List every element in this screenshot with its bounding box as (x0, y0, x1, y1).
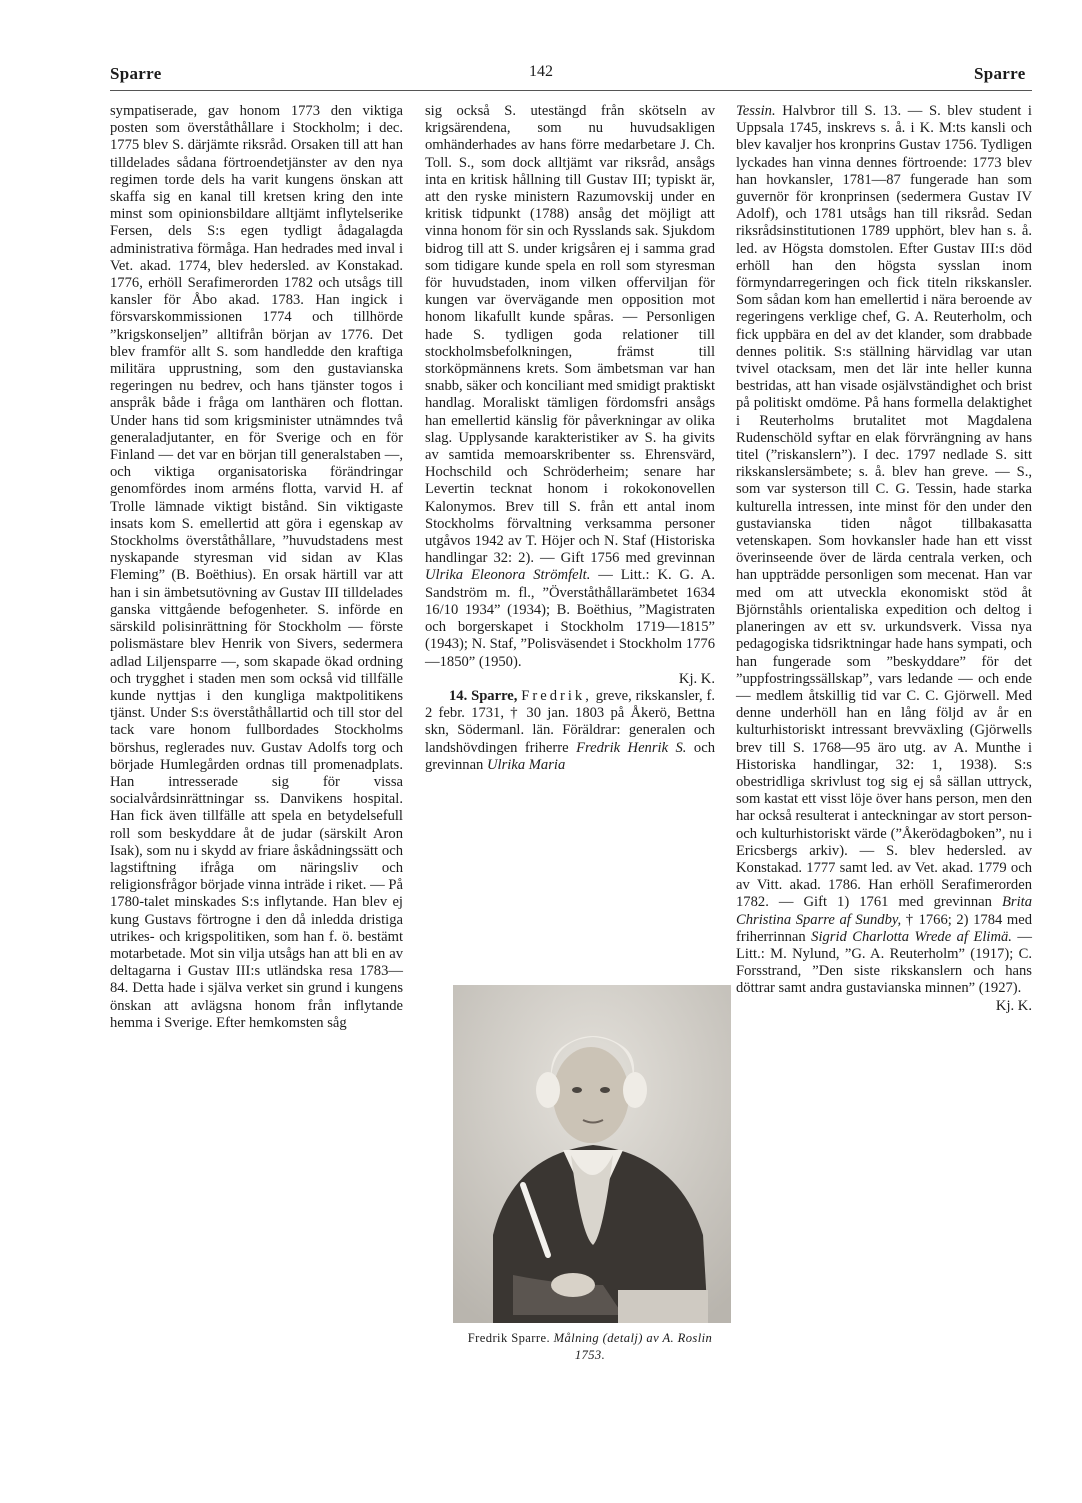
italic-name: Sigrid Charlotta Wrede af Elimä. (811, 928, 1012, 945)
running-head-left: Sparre (110, 64, 162, 83)
entry-given-name: Fredrik, (521, 687, 592, 704)
entry-surname: Sparre, (471, 687, 518, 704)
column-right (736, 103, 1032, 1015)
entry-number: 14. (449, 687, 468, 704)
text-run: † 1766; 2) 1784 med friherrinnan (736, 911, 1032, 945)
column-middle-paragraph (425, 103, 715, 671)
portrait-image (453, 985, 731, 1323)
column-left (110, 103, 403, 1032)
text-run: — Litt.: M. Nylund, ”G. A. Reuterholm” (1917); C. Forsstrand, ”Den siste rikskanslern och hans döttrar samt andra gustavianska minnen” (1927). (736, 928, 1033, 997)
caption-name: Fredrik Sparre. (467, 1331, 551, 1345)
italic-name: Ulrika Maria (487, 756, 566, 773)
author-signature: Kj. K. (995, 997, 1032, 1014)
text-run: och grevinnan (425, 739, 715, 773)
page-number: 142 (529, 63, 553, 80)
header-rule (110, 90, 1032, 91)
text-run: Halvbror till S. 13. — S. blev student i Uppsala 1745, inskrevs s. å. i K. M:ts kansli och blev kavaljer hos kronprins Gustav 1756. Tydligen lyckades han vinna dennes förtroende: 1773 blev han hovkansler, 1781—87 fungerade han som guvernör för kronprinsen (sedermera Gustav IV Adolf), och 1781 utsågs han till riksråd. Sedan riksrådsinstitutionen 1789 upphört, blev han s. å. led. av Högsta domstolen. Efter Gustav III:s död erhöll han den högsta sysslan inom förmyndarregeringen och fick titeln rikskansler. Som sådan kom han emellertid i nära beroende av regeringens verklige chef, G. A. Reuterholm, och fick uppbära en del av det klander, som drabbade dennes politik. S:s ställning härvidlag var utan tvivel otacksam, men det lär inte heller kunna bestridas, att han visade osjälvständighet och brist på politiskt omdöme. På hans formella delaktighet i Reuterholms brutalitet mot Magdalena Rudenschöld syftar en elak förvrängning av hans titel (”riskanslern”). I dec. 1797 nedlade S. sitt rikskanslersämbete; s. å. blev han greve. — S., som var systerson till C. G. Tessin, hade starka kulturella intressen, inte minst för den under den gustavianska tiden något tillbakasatta vetenskapen. Som hovkansler hade han ett visst överinseende över de lärda centrala verken, och han uppträdde personligen som mecenat. Han var med om att utveckla ekonomiskt stöd åt Björnståhls orientaliska expedition och deltog i planeringen av ett sv. urkundsverk. Vissa nya pedagogiska tidsriktningar hade hans sympati, och han fungerade som ”beskyddare” för det ”uppfostringssällskap”, vars ledande — och ende — medlem åtskillig tid var C. C. Gjörwell. Med denne underhöll han en lång följd av år en kulturhistoriskt intressant brevväxling (Gjörwells brev till S. 1768—95 äro utg. av A. Munthe i Historiska handlingar, 32: 1, 1938). S:s obestridliga skrivlust tog sig ej så sällan uttryck, som kastat ett visst löje över hans person, men den har också resulterat i anteckningar av stort person- och kulturhistoriskt värde (”Åkerödagboken”, nu i Ericsbergs arkiv). — S. blev hedersled. av Konstakad. 1777 samt led. av Vet. akad. 1779 och av Vitt. akad. 1786. Han erhöll Serafimerorden 1782. — Gift 1) 1761 med grevinnan (736, 103, 1032, 911)
text-run: sig också S. utestängd från skötseln av krigsärendena, som nu huvudsakligen omhänderhades av hans förre medarbetare J. Ch. Toll. S., som dock alltjämt var riksråd, ansågs inta en kritisk hållning till Gustav III; typiskt är, att den ryske ministern Razumovskij under en kritisk tidpunkt (1788) ansåg det möjligt att vinna honom för sin och Rysslands sak. Sjukdom bidrog till att S. under krigsåren ej i samma grad som tidigare kunde spela en roll som styresman för huvudstaden, inom vilken offerviljan för kungen var övervägande men opposition mot honom likafullt kunde spåras. — Personligen hade S. tydligen goda relationer till stockholmsbefolkningen, främst till storköpmännens krets. Som ämbetsman var han snabb, säker och konciliant med smidigt praktiskt handlag. Moraliskt tämligen fördomsfri ansågs han emellertid känslig för påverkningar av olika slag. Upplysande karakteristiker av S. ha givits av samtida memoarskribenter ss. Ehrensvärd, Hochschild och Schröderheim; senare har Levertin tecknat honom i rokokonovellen Kalonymos. Brev till S. från ett antal inom Stockholms förvaltning verksamma personer utgåvos 1942 av T. Höjer och N. Staf (Historiska handlingar 32: 2). — Gift 1756 med grevinnan (425, 103, 715, 567)
portrait-caption (455, 1330, 725, 1364)
italic-name: Tessin. (736, 103, 776, 119)
entry-paragraph (425, 688, 715, 774)
text-run: — Litt.: K. G. A. Sandström m. fl., ”Överståthållarämbetet 1634 16/10 1934” (1934); B. Boëthius, ”Magistraten och borgerskapet i Stockholm 1719—1815” (1943); N. Staf, ”Polisväsendet i Stockholm 1776—1850” (1950). (425, 567, 715, 670)
caption-credit: Målning (detalj) av A. Roslin 1753. (553, 1331, 713, 1362)
italic-name: Brita Christina Sparre af Sundby, (736, 894, 1032, 928)
italic-name: Ulrika Eleonora Strömfelt. (425, 567, 591, 584)
column-right-paragraph (736, 103, 1032, 998)
column-left-text: sympatiserade, gav honom 1773 den viktiga posten som överståthållare i Stockholm; i dec. 1775 blev S. därjämte riksråd. Orsaken till att han tilldelades sådana förtroendetjänster av den nya regimen torde dels ha varit kungens önskan att skaffa sig en kanal till kretsen kring den inte minst som opinionsbildare alltjämt inflytelserike Fersen, dels S:s egen tydligt ådagalagda administrativa förmåga. Han hedrades med inval i Vet. akad. 1774, blev hedersled. av Konstakad. 1776, erhöll Serafimerorden 1782 och utsågs till kansler för Åbo akad. 1783. Han ingick i försvarskommissionen 1774 och tillhörde ”krigskonseljen” alltifrån början av 1776. Det blev framför allt S. som handledde den kraftiga militära upprustning, som den gustavianska regeringen nu bedrev, och hans tjänster togos i anspråk både i fråga om lanthären och flottan. Under hans tid som krigsminister utnämndes två generaladjutanter, en för Sverige och en för Finland — det var en början till generalstaben —, och viktiga organisatoriska förändringar genomfördes inom arméns flotta, varvid H. af Trolle lämnade viktigt bistånd. Sin viktigaste insats kom S. emellertid att göra i egenskap av Stockholms överståthållare, ”huvudstadens mest nyskapande styresman vid sidan av Klas Fleming” (B. Boëthius). En orsak härtill var att han i sin ämbetsutövning av Gustav III tilldelades ganska vittgående befogenheter. S. införde en särskild polisinrättning för Stockholm — förste polismästare blev Henrik von Sivers, sedermera adlad Liljensparre —, som skapade ökad ordning och trygghet i staden men som också vid tillfälle kunde nyttjas i den kungliga maktpolitikens tjänst. Under S:s överståthållartid och till stor del tack vare honom fullbordades Stockholms börshus, reglerades nuv. Gustav Adolfs torg och började Humlegården ordnas till promenadplats. Han intresserade sig för vissa socialvårdsinrättningar ss. Danvikens hospital. Han fick även tillfälle att spela en betydelsefull roll som beskyddare åt de judar (särskilt Aron Isak), som nu i skydd av friare åskådningssätt och lagstiftning ifråga om näringsliv och religionsfrågor började vinna inträde i riket. — På 1780-talet minskades S:s inflytande. Han blev ej kung Gustavs förtrogne i den då inledda dristiga utrikes- och krigspolitiken, som han f. ö. bestämt motarbetade. Mot sin vilja utsågs han att bli en av deltagarna i Gustav III:s utländska resa 1783—84. Detta hade i själva verket sin grund i kungens önskan att avlägsna honom från inflytande hemma i Sverige. Efter hemkomsten såg (110, 103, 403, 1031)
portrait-illustration (453, 985, 731, 1323)
author-signature: Kj. K. (678, 670, 715, 687)
text-run: greve, rikskansler, f. 2 febr. 1731, † 30 jan. 1803 på Åkerö, Bettna skn, Södermanl. län. Föräldrar: generalen och landshövdingen friherre (425, 687, 716, 756)
column-middle (425, 103, 715, 774)
italic-name: Fredrik Henrik S. (576, 739, 687, 756)
running-head-right: Sparre (974, 64, 1026, 83)
